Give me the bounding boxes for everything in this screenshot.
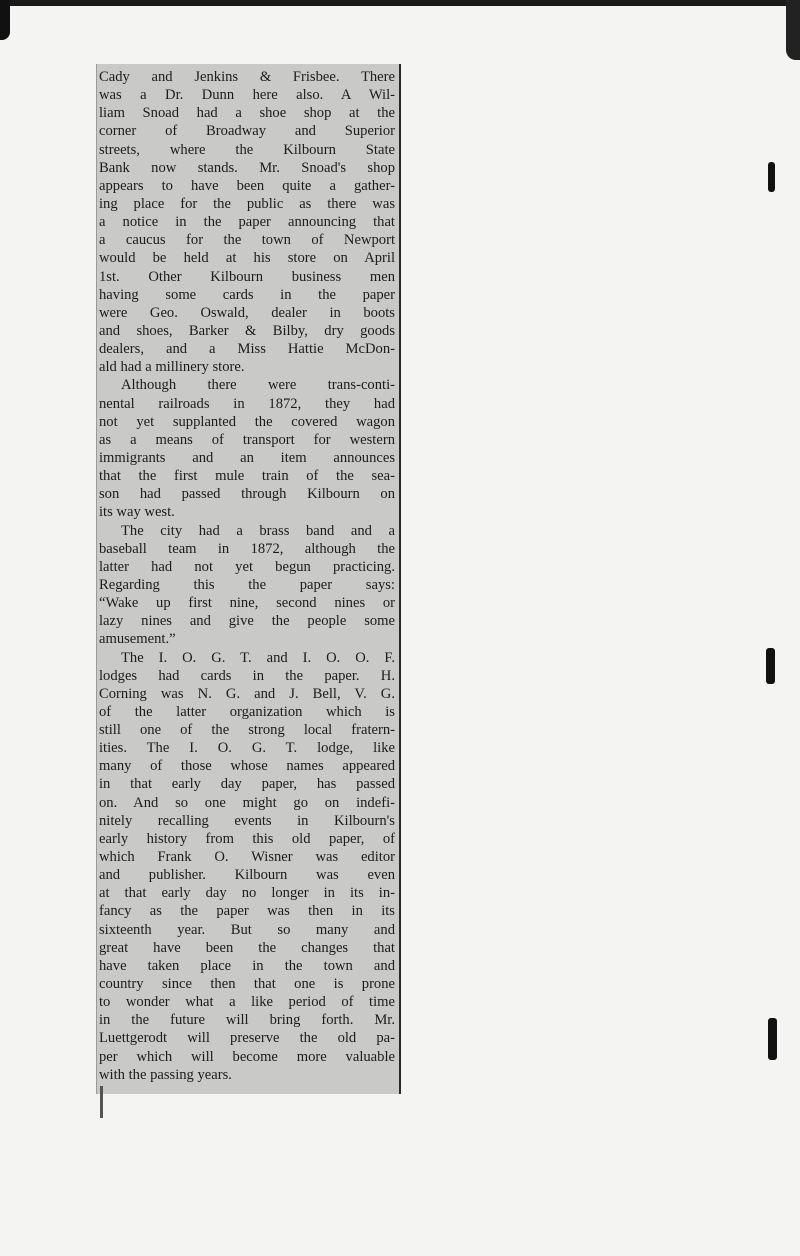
article-line: liam Snoad had a shoe shop at the <box>99 105 395 122</box>
article-line: appears to have been quite a gather- <box>99 177 395 194</box>
article-line: early history from this old paper, of <box>99 830 395 847</box>
article-line: Although there were trans-conti- <box>121 377 395 394</box>
article-line: “Wake up first nine, second nines or <box>99 595 395 612</box>
article-line: sixteenth year. But so many and <box>99 921 395 938</box>
article-line: streets, where the Kilbourn State <box>99 141 395 158</box>
article-line: son had passed through Kilbourn on <box>99 486 395 503</box>
article-line: have taken place in the town and <box>99 957 395 974</box>
article-line: country since then that one is prone <box>99 976 395 993</box>
article-line: Corning was N. G. and J. Bell, V. G. <box>99 685 395 702</box>
article-line: latter had not yet begun practicing. <box>99 558 395 575</box>
article-line: ing place for the public as there was <box>99 195 395 212</box>
article-line: that the first mule train of the sea- <box>99 468 395 485</box>
article-line: in the future will bring forth. Mr. <box>99 1012 395 1029</box>
article-line: a caucus for the town of Newport <box>99 232 395 249</box>
article-line: ities. The I. O. G. T. lodge, like <box>99 740 395 757</box>
article-line: at that early day no longer in its in- <box>99 885 395 902</box>
article-paragraph <box>99 649 395 1084</box>
article-line: baseball team in 1872, although the <box>99 540 395 557</box>
article-line: Luettgerodt will preserve the old pa- <box>99 1030 395 1047</box>
scan-top-edge <box>0 0 800 6</box>
binding-mark <box>768 162 775 192</box>
article-line: as a means of transport for western <box>99 431 395 448</box>
article-line: Regarding this the paper says: <box>99 576 395 593</box>
article-paragraph <box>99 68 395 376</box>
article-line: Cady and Jenkins & Frisbee. There <box>99 69 395 85</box>
article-paragraph <box>99 376 395 521</box>
article-line: having some cards in the paper <box>99 286 395 303</box>
scan-corner-shadow <box>786 0 800 60</box>
article-line: dealers, and a Miss Hattie McDon- <box>99 341 395 358</box>
article-line: great have been the changes that <box>99 939 395 956</box>
article-line: and publisher. Kilbourn was even <box>99 867 395 884</box>
article-text <box>99 68 395 1084</box>
article-line: on. And so one might go on indefi- <box>99 794 395 811</box>
article-line: immigrants and an item announces <box>99 449 395 466</box>
article-line: which Frank O. Wisner was editor <box>99 849 395 866</box>
article-line: in that early day paper, has passed <box>99 776 395 793</box>
article-line: was a Dr. Dunn here also. A Wil- <box>99 87 395 104</box>
article-line: a notice in the paper announcing that <box>99 214 395 231</box>
article-line: not yet supplanted the covered wagon <box>99 413 395 430</box>
newspaper-clipping <box>96 64 401 1094</box>
article-line: with the passing years. <box>99 1066 232 1083</box>
article-line: 1st. Other Kilbourn business men <box>99 268 395 285</box>
article-line: would be held at his store on April <box>99 250 395 267</box>
article-line: Bank now stands. Mr. Snoad's shop <box>99 159 395 176</box>
binding-mark <box>766 648 775 684</box>
scan-corner-shadow <box>0 0 10 40</box>
article-line: its way west. <box>99 504 175 521</box>
article-line: were Geo. Oswald, dealer in boots <box>99 304 395 321</box>
article-line: nental railroads in 1872, they had <box>99 395 395 412</box>
article-line: The city had a brass band and a <box>121 522 395 539</box>
article-paragraph <box>99 522 395 649</box>
article-line: lodges had cards in the paper. H. <box>99 667 395 684</box>
article-line: many of those whose names appeared <box>99 758 395 775</box>
binding-mark <box>768 1018 777 1060</box>
article-line: per which will become more valuable <box>99 1048 395 1065</box>
clipping-edge <box>100 1086 103 1118</box>
article-line: lazy nines and give the people some <box>99 613 395 630</box>
article-line: amusement.” <box>99 631 176 648</box>
article-line: ald had a millinery store. <box>99 359 245 376</box>
article-line: nitely recalling events in Kilbourn's <box>99 812 395 829</box>
article-line: corner of Broadway and Superior <box>99 123 395 140</box>
article-line: to wonder what a like period of time <box>99 994 395 1011</box>
article-line: and shoes, Barker & Bilby, dry goods <box>99 322 395 339</box>
article-line: of the latter organization which is <box>99 703 395 720</box>
article-line: The I. O. G. T. and I. O. O. F. <box>121 649 395 666</box>
article-line: still one of the strong local fratern- <box>99 722 395 739</box>
article-line: fancy as the paper was then in its <box>99 903 395 920</box>
